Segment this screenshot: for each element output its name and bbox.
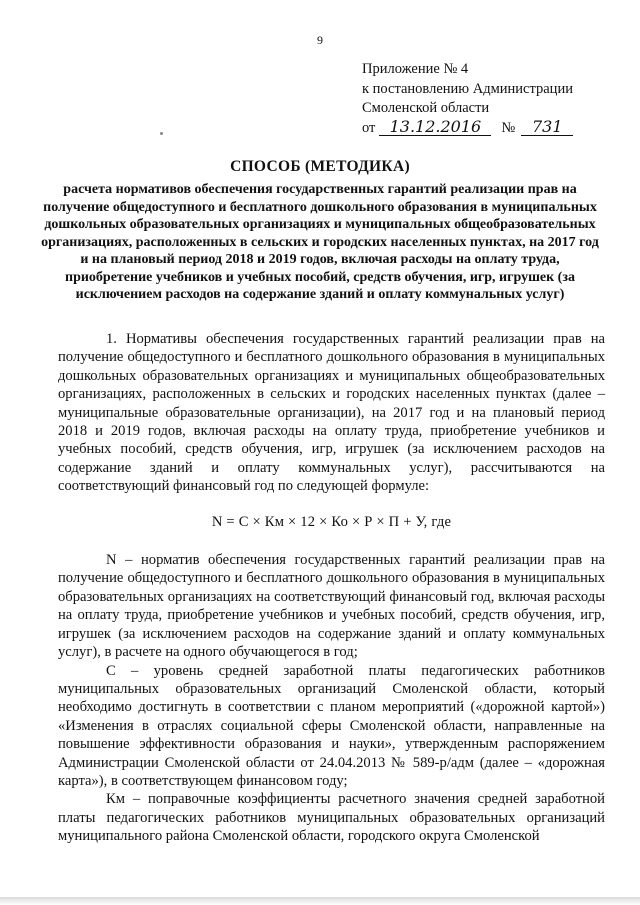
document-title-block [40,158,600,304]
number-label: № [501,119,516,136]
handwritten-date: 13.12.2016 [379,119,491,136]
formula: N = C × Км × 12 × Ко × Р × П + У, где [211,513,452,530]
definition-c: С – уровень средней заработной платы педагогических работников муниципальных образовательных организаций Смоленской области, который необходимо достигнуть в соответствии с планом мероприятий («дорожной картой») «Изменения в отраслях социальной сферы Смоленской области, направленные на повышение эффективности образования и науки», утвержденным распоряжением Администрации Смоленской области от 24.04.2013 № 589-р/адм (далее – «дорожная карта»), в соответствующем финансовом году; [58,662,605,789]
scan-bottom-edge [0,891,640,905]
page-number: 9 [317,33,323,47]
document-title: СПОСОБ (МЕТОДИКА) [230,158,410,175]
appendix-line-1: Приложение № 4 [362,61,469,77]
definition-km: Км – поправочные коэффициенты расчетного значения средней заработной платы педагогических работников муниципальных образовательных организаций муниципального района Смоленской области, городского округа Смоленской [58,791,605,845]
from-label: от [362,119,376,136]
definition-n: N – норматив обеспечения государственных гарантий реализации прав на получение общедоступного и бесплатного дошкольного образования в муниципальных образовательных организациях на соответствующий финансовый год, включая расходы на оплату труда, приобретение учебников и учебных пособий, средств обучения, игр, игрушек (за исключением расходов на содержание зданий и оплату коммунальных услуг), в расчете на одного обучающегося в год; [58,552,605,661]
document-body [58,330,605,846]
appendix-line-2: к постановлению Администрации [362,80,573,97]
paragraph-1: 1. Нормативы обеспечения государственных гарантий реализации прав на получение общедоступного и бесплатного дошкольного образования в муниципальных дошкольных образовательных организациях и муниципальных общеобразовательных организациях, расположенных в сельских и городских населенных пунктах (далее – муниципальные образовательные организации), на 2017 год и на плановый период 2018 и 2019 годов, включая расходы на оплату труда, приобретение учебников и учебных пособий, средств обучения, игр, игрушек (за исключением расходов на содержание зданий и оплату коммунальных услуг), рассчитываются на соответствующий финансовый год по следующей формуле: [58,331,605,495]
appendix-line-3: Смоленской области [362,100,490,116]
document-subtitle: расчета нормативов обеспечения государственных гарантий реализации прав на получение общедоступного и бесплатного дошкольного образования в муниципальных дошкольных образовательных организациях и муниципальных общеобразовательных организациях, расположенных в сельских и городских населенных пунктах, на 2017 год и на плановый период 2018 и 2019 годов, включая расходы на оплату труда, приобретение учебников и учебных пособий, средств обучения, игр, игрушек (за исключением расходов на содержание зданий и оплату коммунальных услуг) [41,182,599,302]
handwritten-number: 731 [521,119,573,136]
appendix-date-number-row [362,116,573,139]
scan-speck [160,132,163,135]
appendix-header [362,60,573,138]
